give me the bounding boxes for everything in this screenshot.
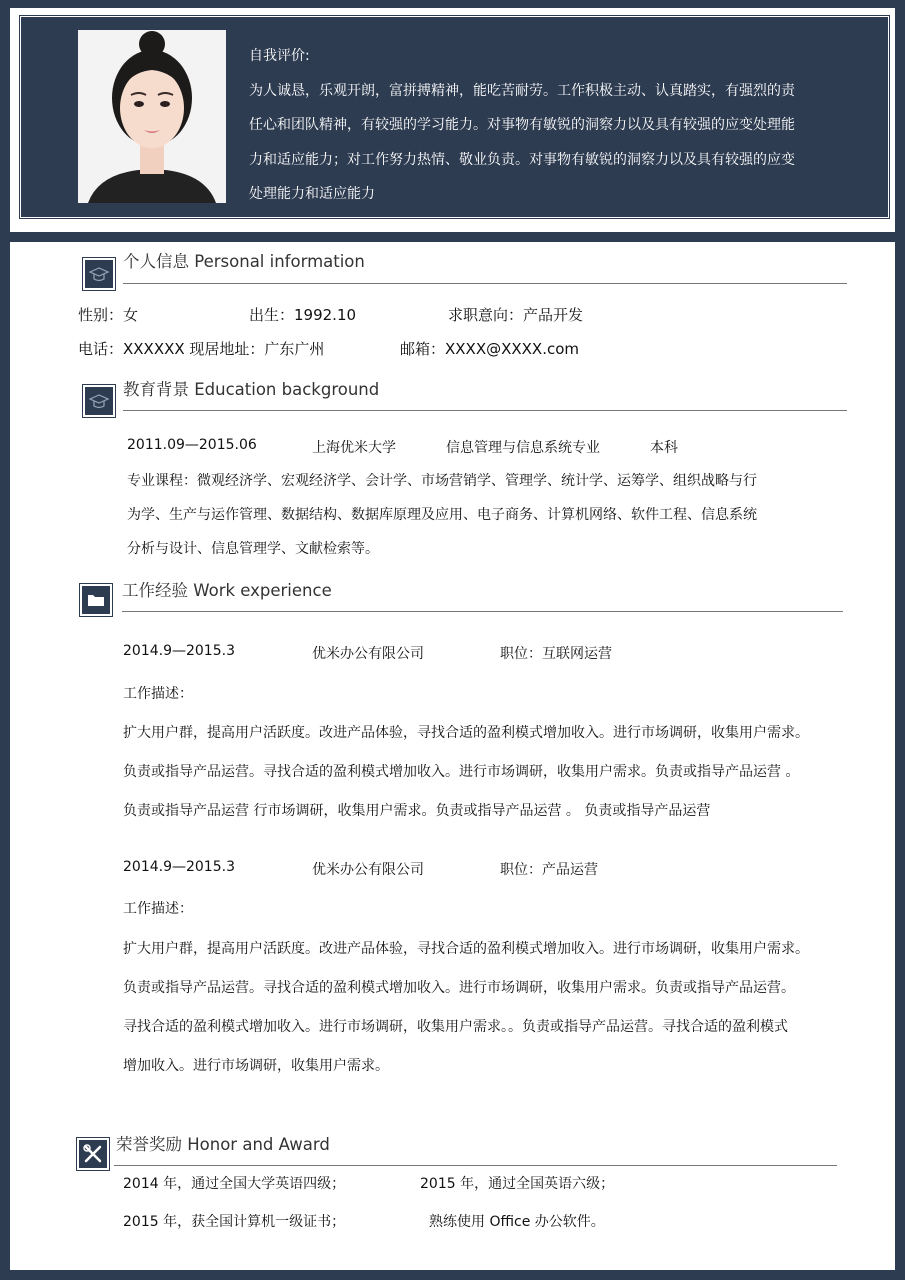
honor-item: 熟练使用 Office 办公软件。 [429, 1214, 605, 1230]
edu-course-line: 分析与设计、信息管理学、文献检索等。 [127, 541, 379, 557]
job-intent: 求职意向：产品开发 [448, 306, 584, 324]
section-title-personal: 个人信息 Personal information [123, 252, 365, 271]
section-title-work: 工作经验 Work experience [122, 581, 332, 600]
job-period: 2014.9—2015.3 [123, 643, 235, 659]
header-panel [20, 16, 889, 218]
job-desc-line: 寻找合适的盈利模式增加收入。进行市场调研，收集用户需求。。负责或指导产品运营。寻找合适的盈利模式 [123, 1019, 788, 1035]
section-divider [114, 1165, 837, 1166]
email: 邮箱：XXXX@XXXX.com [400, 340, 580, 358]
folder-icon [80, 584, 112, 616]
job-desc-line: 负责或指导产品运营。寻找合适的盈利模式增加收入。进行市场调研，收集用户需求。负责或指导产品运营。 [123, 980, 795, 996]
header-divider [10, 232, 895, 242]
birth-date: 出生：1992.10 [249, 306, 357, 324]
job-desc-line: 扩大用户群，提高用户活跃度。改进产品体验，寻找合适的盈利模式增加收入。进行市场调研，收集用户需求。 [123, 725, 809, 741]
edu-degree: 本科 [650, 440, 678, 456]
edu-course-line: 为学、生产与运作管理、数据结构、数据库原理及应用、电子商务、计算机网络、软件工程、信息系统 [127, 507, 757, 523]
honor-item: 2015 年，获全国计算机一级证书； [123, 1214, 346, 1230]
self-eval-line: 任心和团队精神，有较强的学习能力。对事物有敏锐的洞察力以及具有较强的应变处理能 [249, 117, 795, 133]
job-company: 优米办公有限公司 [312, 862, 424, 878]
edu-major: 信息管理与信息系统专业 [446, 440, 600, 456]
self-eval-line: 处理能力和适应能力 [249, 186, 375, 202]
portrait-image [78, 30, 226, 203]
graduation-cap-icon [83, 385, 115, 417]
graduation-cap-icon [83, 258, 115, 290]
honor-item: 2014 年，通过全国大学英语四级； [123, 1176, 346, 1192]
edu-course-line: 专业课程：微观经济学、宏观经济学、会计学、市场营销学、管理学、统计学、运筹学、组织战略与行 [127, 473, 757, 489]
job-position: 职位：产品运营 [500, 862, 598, 878]
job-company: 优米办公有限公司 [312, 646, 424, 662]
self-eval-line: 力和适应能力；对工作努力热情、敬业负责。对事物有敏锐的洞察力以及具有较强的应变 [249, 151, 795, 168]
job-desc-line: 增加收入。进行市场调研，收集用户需求。 [123, 1058, 389, 1074]
phone-address: 电话：XXXXXX 现居地址：广东广州 [78, 340, 325, 358]
self-eval-title: 自我评价: [249, 48, 310, 64]
job-period: 2014.9—2015.3 [123, 859, 235, 875]
job-desc-line: 负责或指导产品运营 行市场调研，收集用户需求。负责或指导产品运营 。 负责或指导产品运营 [123, 803, 711, 819]
gender: 性别：女 [78, 306, 139, 324]
section-divider [122, 611, 843, 612]
job-desc-label: 工作描述： [123, 901, 193, 917]
edu-period: 2011.09—2015.06 [127, 437, 257, 453]
section-divider [123, 283, 847, 284]
edu-school: 上海优米大学 [312, 440, 396, 456]
section-divider [123, 410, 847, 411]
profile-photo [78, 30, 226, 203]
job-desc-label: 工作描述： [123, 686, 193, 702]
section-title-honor: 荣誉奖励 Honor and Award [116, 1135, 330, 1154]
section-title-education: 教育背景 Education background [123, 380, 380, 399]
resume-page [10, 8, 895, 1270]
job-position: 职位：互联网运营 [500, 646, 612, 662]
tools-icon [77, 1138, 109, 1170]
job-desc-line: 负责或指导产品运营。寻找合适的盈利模式增加收入。进行市场调研，收集用户需求。负责或指导产品运营 。 [123, 764, 800, 780]
self-eval-line: 为人诚恳，乐观开朗，富拼搏精神，能吃苦耐劳。工作积极主动、认真踏实，有强烈的责 [249, 82, 795, 99]
job-desc-line: 扩大用户群，提高用户活跃度。改进产品体验，寻找合适的盈利模式增加收入。进行市场调研，收集用户需求。 [123, 941, 809, 957]
honor-item: 2015 年，通过全国英语六级； [420, 1176, 615, 1192]
self-evaluation [249, 39, 859, 212]
